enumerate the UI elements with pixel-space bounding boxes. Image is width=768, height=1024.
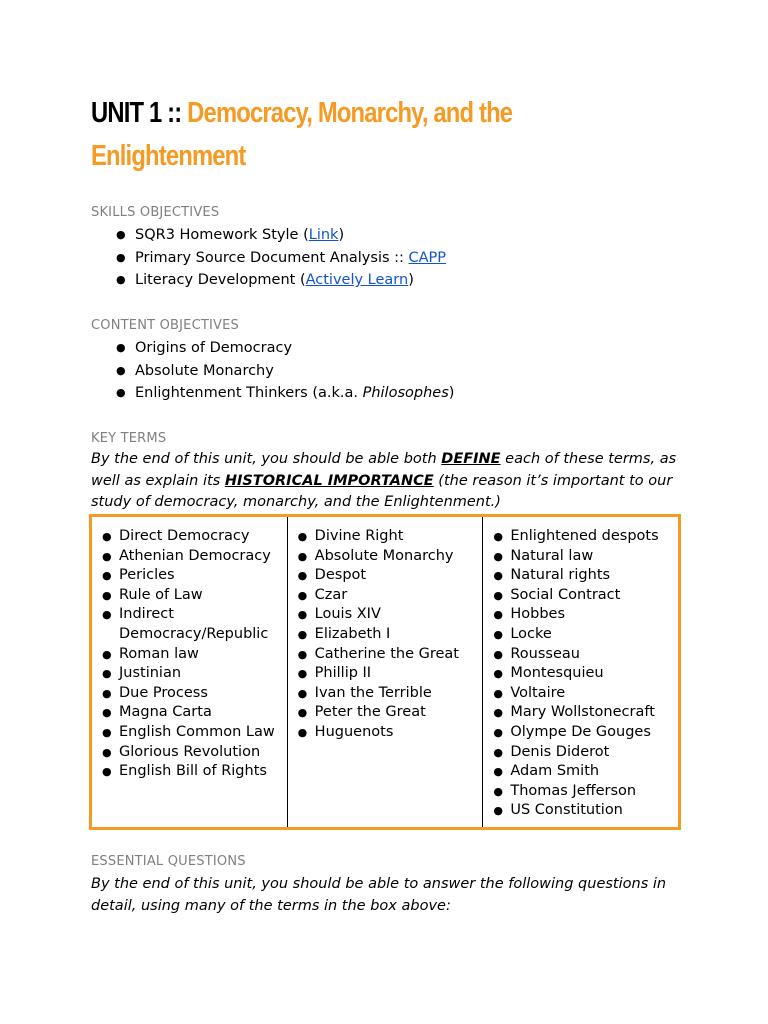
key-term-item: [288, 625, 483, 645]
bullet-icon: ●: [297, 667, 308, 681]
key-term-text: Glorious Revolution: [119, 743, 261, 760]
list-item: ● SQR3 Homework Style (Link): [91, 224, 446, 247]
key-term-item: [288, 684, 483, 704]
essential-questions-intro: By the end of this unit, you should be able to answer the following questions in detail, using many of the terms in the box above:: [91, 876, 667, 914]
content-objectives-heading: CONTENT OBJECTIVES: [91, 318, 239, 333]
content-objectives-list: [91, 337, 454, 405]
bullet-icon: ●: [102, 647, 112, 661]
bullet-icon: ●: [297, 608, 308, 622]
key-term-text: Enlightened despots: [510, 528, 659, 544]
key-term-text: Locke: [510, 625, 552, 642]
list-item: ● Primary Source Document Analysis :: CAPP: [91, 247, 446, 270]
bullet-icon: ●: [493, 765, 503, 779]
bullet-icon: ●: [493, 647, 503, 661]
bullet-icon: ●: [493, 608, 503, 622]
key-term-text: Olympe De Gouges: [510, 723, 651, 740]
unit-label: UNIT 1: [91, 97, 162, 129]
key-term-item: [288, 645, 483, 665]
key-term-text: US Constitution: [510, 802, 623, 819]
key-term-text: Despot: [314, 567, 367, 584]
bullet-icon: ●: [102, 686, 112, 700]
key-term-item: [92, 586, 287, 606]
key-term-item: [288, 703, 483, 723]
key-term-item: [483, 782, 678, 802]
key-term-item: [288, 527, 483, 547]
key-terms-heading: KEY TERMS: [91, 431, 167, 446]
key-term-item: [92, 645, 287, 665]
bullet-icon: ●: [116, 273, 126, 286]
key-term-text: Phillip II: [314, 665, 372, 682]
key-term-item: [92, 684, 287, 704]
bullet-icon: ●: [116, 250, 126, 264]
key-term-text: Natural law: [510, 547, 594, 564]
historical-importance-emphasis: HISTORICAL IMPORTANCE: [224, 472, 434, 489]
list-item: ● Enlightenment Thinkers (a.k.a. Philosophes): [91, 382, 454, 405]
bullet-icon: ●: [116, 341, 126, 354]
bullet-icon: ●: [102, 549, 112, 563]
skills-objectives-heading: SKILLS OBJECTIVES: [91, 205, 220, 220]
key-term-item: [92, 762, 287, 782]
unit-title-text: Democracy, Monarchy, and the Enlightenment: [91, 97, 513, 172]
bullet-icon: ●: [116, 363, 126, 377]
key-term-item: [288, 547, 483, 567]
key-term-text: Montesquieu: [510, 665, 604, 682]
key-term-text: Huguenots: [314, 723, 394, 740]
bullet-icon: ●: [493, 627, 503, 641]
bullet-icon: ●: [297, 588, 308, 602]
key-term-text: Natural rights: [510, 567, 611, 584]
title-separator: ::: [167, 97, 182, 129]
key-term-item: [483, 801, 678, 821]
essential-questions-heading: ESSENTIAL QUESTIONS: [91, 854, 246, 869]
key-term-text: Thomas Jefferson: [510, 782, 637, 799]
bullet-icon: ●: [102, 765, 112, 779]
key-term-text: Divine Right: [314, 528, 404, 544]
bullet-icon: ●: [493, 686, 503, 700]
bullet-icon: ●: [493, 706, 503, 720]
bullet-icon: ●: [297, 627, 308, 641]
bullet-icon: ●: [493, 588, 503, 602]
key-term-text: Voltaire: [510, 684, 566, 701]
bullet-icon: ●: [297, 647, 308, 661]
key-term-text: Adam Smith: [510, 763, 600, 780]
define-emphasis: DEFINE: [441, 451, 501, 467]
bullet-icon: ●: [297, 706, 308, 720]
bullet-icon: ●: [493, 784, 503, 798]
bullet-icon: ●: [493, 569, 503, 583]
key-term-item: [288, 566, 483, 586]
key-term-item: [483, 703, 678, 723]
key-terms-column-3: [483, 517, 678, 827]
bullet-icon: ●: [116, 386, 126, 399]
key-term-item: [483, 684, 678, 704]
bullet-icon: ●: [297, 569, 308, 583]
key-term-text: Mary Wollstonecraft: [510, 704, 655, 721]
list-item: ● Origins of Democracy: [91, 337, 454, 360]
key-term-item: [288, 605, 483, 625]
key-term-item: [92, 527, 287, 547]
key-term-text: Ivan the Terrible: [314, 684, 432, 701]
key-term-item: [483, 527, 678, 547]
key-term-text: Indirect Democracy/Republic: [119, 606, 269, 642]
key-term-text: Roman law: [119, 645, 199, 662]
key-term-item: [92, 664, 287, 684]
bullet-icon: ●: [102, 588, 112, 602]
bullet-icon: ●: [102, 725, 112, 739]
key-term-text: Athenian Democracy: [119, 547, 271, 564]
key-term-text: Rule of Law: [119, 586, 203, 603]
key-term-item: [92, 547, 287, 567]
key-term-text: Denis Diderot: [510, 743, 610, 760]
key-term-item: [483, 664, 678, 684]
key-term-text: Elizabeth I: [314, 625, 391, 642]
key-term-item: [92, 723, 287, 743]
key-term-item: [483, 605, 678, 625]
bullet-icon: ●: [493, 804, 503, 818]
key-term-text: Direct Democracy: [119, 528, 250, 544]
bullet-icon: ●: [102, 706, 112, 720]
skills-objectives-list: [91, 224, 446, 292]
key-term-item: [483, 566, 678, 586]
key-term-text: Louis XIV: [314, 606, 381, 623]
key-term-item: [92, 703, 287, 723]
key-term-item: [92, 566, 287, 586]
bullet-icon: ●: [102, 569, 112, 583]
bullet-icon: ●: [102, 745, 112, 759]
key-term-item: [483, 547, 678, 567]
key-terms-table: [89, 514, 681, 830]
sqr3-link[interactable]: Link: [308, 227, 339, 243]
key-term-text: Czar: [314, 586, 348, 603]
key-term-text: Absolute Monarchy: [314, 547, 454, 564]
key-terms-column-2: [288, 517, 484, 827]
key-term-item: [483, 762, 678, 782]
key-term-text: Peter the Great: [314, 704, 426, 721]
key-term-text: Due Process: [119, 684, 208, 701]
key-term-text: Pericles: [119, 567, 175, 584]
key-term-text: Catherine the Great: [314, 645, 459, 662]
key-term-text: Social Contract: [510, 586, 621, 603]
bullet-icon: ●: [297, 725, 308, 739]
bullet-icon: ●: [493, 745, 503, 759]
key-term-text: Rousseau: [510, 645, 580, 662]
key-term-item: [288, 723, 483, 743]
key-term-item: [288, 664, 483, 684]
bullet-icon: ●: [297, 549, 308, 563]
bullet-icon: ●: [297, 686, 308, 700]
key-term-text: English Bill of Rights: [119, 763, 267, 780]
key-term-item: [92, 743, 287, 763]
key-terms-column-1: [92, 517, 288, 827]
actively-learn-link[interactable]: Actively Learn: [305, 272, 409, 288]
list-item: ● Absolute Monarchy: [91, 360, 454, 383]
key-term-item: [483, 625, 678, 645]
key-term-item: [288, 586, 483, 606]
bullet-icon: ●: [493, 530, 503, 543]
key-term-item: [483, 743, 678, 763]
list-item: ● Literacy Development (Actively Learn): [91, 269, 446, 292]
key-term-item: [483, 586, 678, 606]
page-title: [91, 92, 665, 178]
key-terms-intro: By the end of this unit, you should be able both DEFINE each of these terms, as well as explain its HISTORICAL IMPORTANCE (the reason it’s important to our study of democracy, monarchy, and the Enlightenment.): [91, 451, 677, 510]
bullet-icon: ●: [102, 608, 112, 622]
bullet-icon: ●: [297, 530, 308, 543]
bullet-icon: ●: [116, 228, 126, 241]
key-term-text: Justinian: [119, 665, 182, 682]
key-term-item: [92, 605, 287, 644]
key-term-item: [483, 723, 678, 743]
bullet-icon: ●: [493, 549, 503, 563]
key-term-item: [483, 645, 678, 665]
key-term-text: Hobbes: [510, 606, 566, 623]
key-term-text: Magna Carta: [119, 704, 212, 721]
bullet-icon: ●: [102, 530, 112, 543]
key-term-text: English Common Law: [119, 723, 275, 740]
bullet-icon: ●: [102, 667, 112, 681]
bullet-icon: ●: [493, 725, 503, 739]
bullet-icon: ●: [493, 667, 503, 681]
capp-link[interactable]: CAPP: [408, 249, 447, 266]
